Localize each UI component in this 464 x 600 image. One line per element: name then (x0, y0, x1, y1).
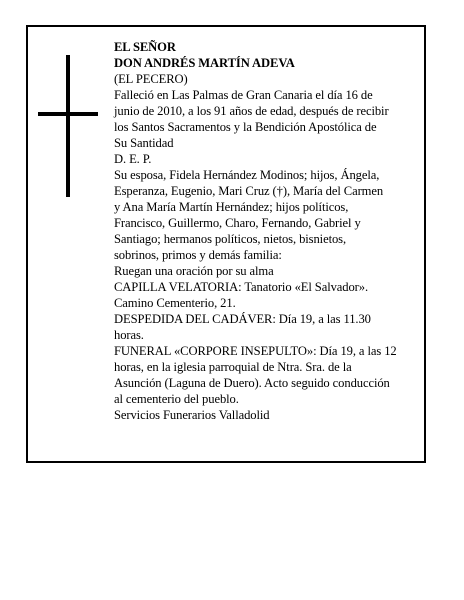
obituary-notice (26, 25, 426, 463)
rip-line: D. E. P. (114, 152, 152, 166)
family-list: Su esposa, Fidela Hernández Modinos; hijos, Ángela, Esperanza, Eugenio, Mari Cruz (†), María del Carmen y Ana María Martín Hernández; hijos políticos, Francisco, Guillermo, Charo, Fernando, Gabriel y Santiago; hermanos políticos, nietos, bisnietos, sobrinos, primos y demás familia: (114, 168, 384, 262)
funeral-services: Servicios Funerarios Valladolid (114, 408, 270, 422)
deceased-nickname: (EL PECERO) (114, 72, 188, 86)
farewell-info: DESPEDIDA DEL CADÁVER: Día 19, a las 11.30 horas. (114, 312, 371, 342)
cross-vertical-bar (66, 55, 70, 197)
cross-icon (38, 55, 98, 197)
prayer-request: Ruegan una oración por su alma (114, 264, 274, 278)
chapel-info: CAPILLA VELATORIA: Tanatorio «El Salvador». Camino Cementerio, 21. (114, 280, 369, 310)
notice-text (114, 39, 432, 423)
deceased-name: DON ANDRÉS MARTÍN ADEVA (114, 56, 295, 70)
cross-horizontal-bar (38, 112, 98, 116)
funeral-info: FUNERAL «CORPORE INSEPULTO»: Día 19, a las 12 horas, en la iglesia parroquial de Ntra. Sra. de la Asunción (Laguna de Duero). Acto seguido conducción al cementerio del pueblo. (114, 344, 397, 406)
notice-title: EL SEÑOR (114, 40, 176, 54)
death-announcement: Falleció en Las Palmas de Gran Canaria el día 16 de junio de 2010, a los 91 años de edad, después de recibir los Santos Sacramentos y la Bendición Apostólica de Su Santidad (114, 88, 389, 150)
